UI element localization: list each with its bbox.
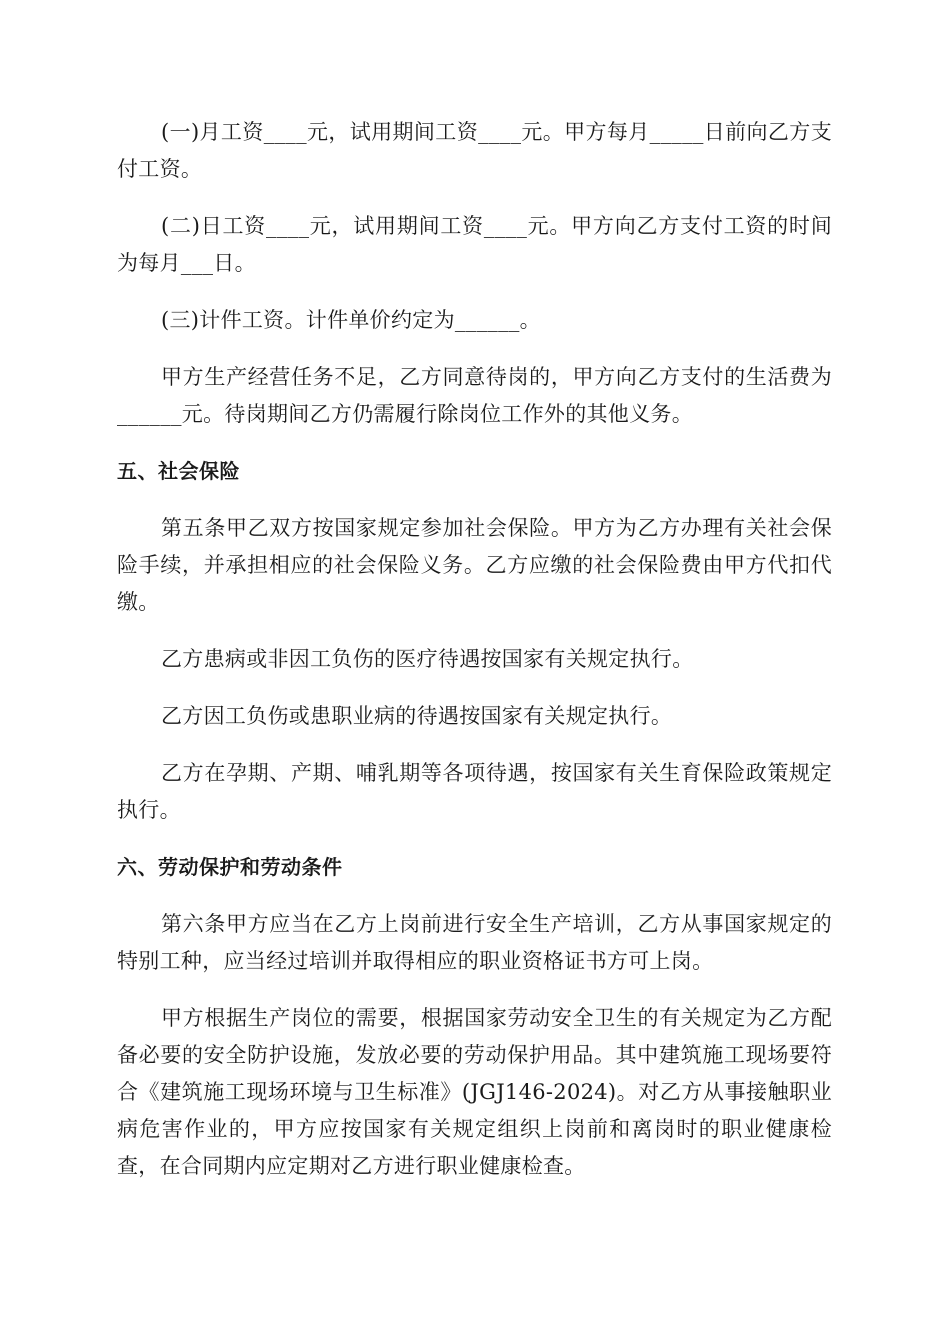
paragraph-work-injury: 乙方因工负伤或患职业病的待遇按国家有关规定执行。 [161, 704, 673, 728]
paragraph-medical-treatment: 乙方患病或非因工负伤的医疗待遇按国家有关规定执行。 [161, 647, 694, 671]
paragraph-article-5: 第五条甲乙双方按国家规定参加社会保险。甲方为乙方办理有关社会保险手续，并承担相应的社会保险义务。乙方应缴的社会保险费由甲方代扣代缴。 [117, 516, 832, 614]
paragraph-monthly-wage: (一)月工资____元，试用期间工资____元。甲方每月_____日前向乙方支付工资。 [117, 120, 832, 181]
section-heading-labor-protection: 六、劳动保护和劳动条件 [117, 855, 343, 879]
section-heading-social-insurance: 五、社会保险 [117, 459, 240, 483]
paragraph-piece-wage: (三)计件工资。计件单价约定为______。 [161, 308, 541, 332]
paragraph-article-6: 第六条甲方应当在乙方上岗前进行安全生产培训，乙方从事国家规定的特别工种，应当经过培训并取得相应的职业资格证书方可上岗。 [117, 912, 832, 973]
paragraph-standby-allowance: 甲方生产经营任务不足，乙方同意待岗的，甲方向乙方支付的生活费为______元。待岗期间乙方仍需履行除岗位工作外的其他义务。 [117, 365, 832, 426]
paragraph-maternity: 乙方在孕期、产期、哺乳期等各项待遇，按国家有关生育保险政策规定执行。 [117, 761, 832, 822]
paragraph-safety-equipment: 甲方根据生产岗位的需要，根据国家劳动安全卫生的有关规定为乙方配备必要的安全防护设施，发放必要的劳动保护用品。其中建筑施工现场要符合《建筑施工现场环境与卫生标准》(JGJ146-2024)。对乙方从事接触职业病危害作业的，甲方应按国家有关规定组织上岗前和离岗时的职业健康检查，在合同期内应定期对乙方进行职业健康检查。 [117, 1006, 832, 1178]
paragraph-daily-wage: (二)日工资____元，试用期间工资____元。甲方向乙方支付工资的时间为每月___日。 [117, 214, 832, 275]
